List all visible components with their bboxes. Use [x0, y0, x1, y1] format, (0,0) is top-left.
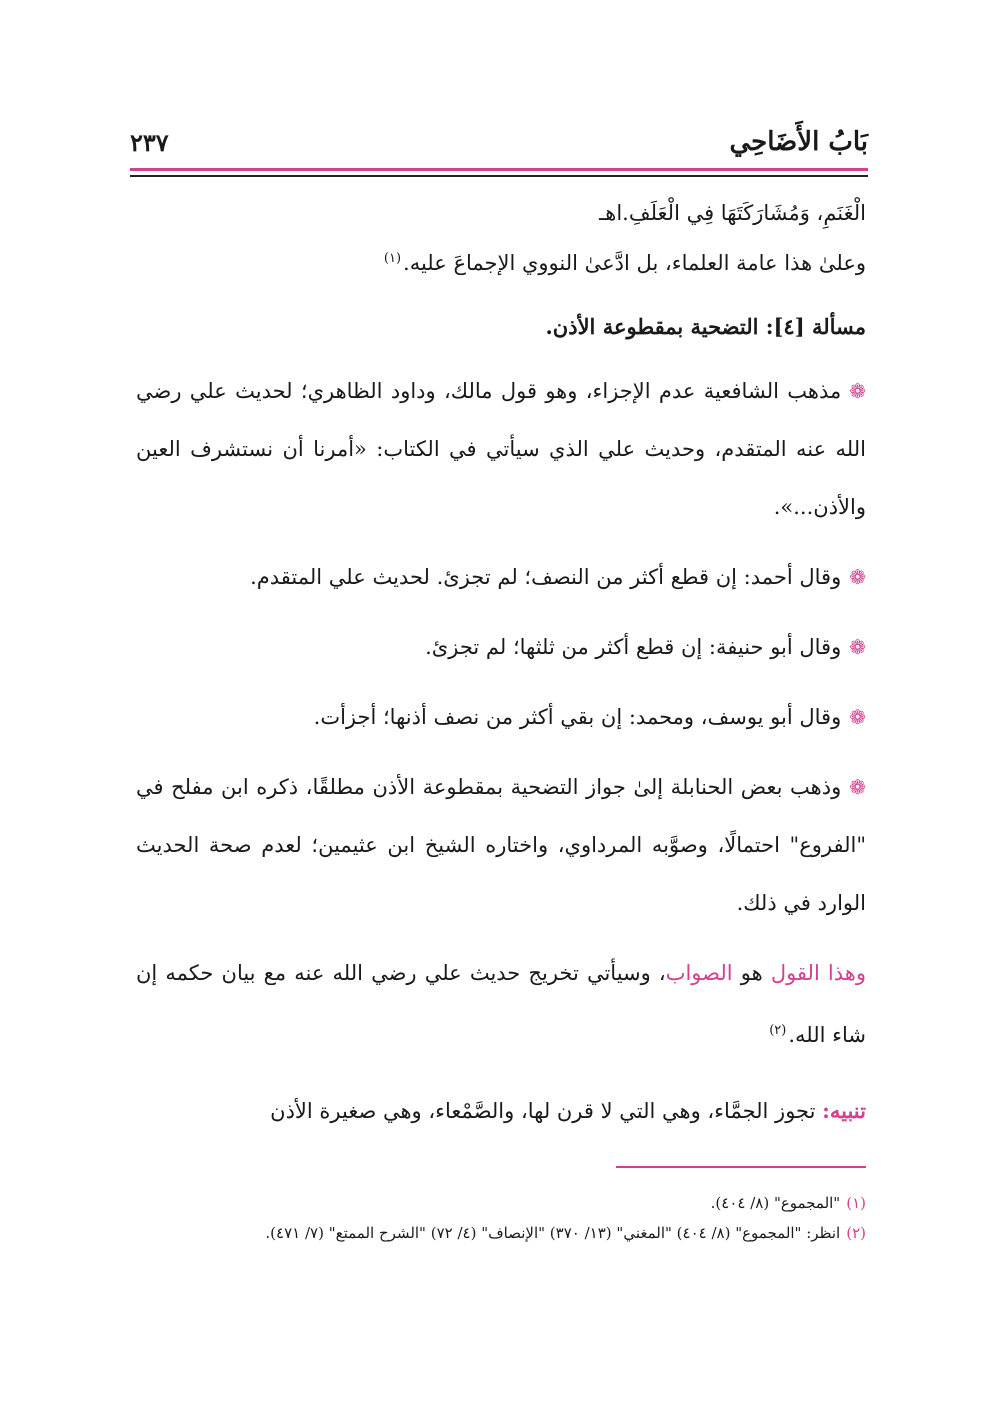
text-line: [136, 236, 866, 286]
page-number: ٢٣٧: [130, 127, 169, 157]
paragraph-text: وقال أبو حنيفة: إن قطع أكثر من ثلثها؛ لم تجزئ.: [425, 635, 842, 659]
header-rule-black: [130, 175, 868, 177]
footnotes: [136, 1188, 866, 1248]
footnote-ref[interactable]: (١): [383, 251, 402, 266]
footnote-ref[interactable]: (٢): [769, 1023, 787, 1038]
footnote: [136, 1218, 866, 1248]
paragraph: [136, 548, 866, 606]
footnote-number: (١): [846, 1194, 866, 1212]
paragraph: [136, 944, 866, 1064]
paragraph: [136, 1082, 866, 1140]
paragraph-text: وقال أحمد: إن قطع أكثر من النصف؛ لم تجزئ. لحديث علي المتقدم.: [250, 565, 842, 589]
paragraph-text: هو: [732, 961, 771, 985]
paragraph: [136, 362, 866, 536]
paragraph: [136, 618, 866, 676]
flower-bullet-icon: ❁: [849, 705, 866, 729]
flower-bullet-icon: ❁: [849, 379, 866, 403]
highlight-text: الصواب: [665, 961, 733, 985]
flower-bullet-icon: ❁: [849, 635, 866, 659]
note-label: تنبيه:: [822, 1098, 866, 1123]
paragraph: [136, 688, 866, 746]
text-span: وعلىٰ هذا عامة العلماء، بل ادَّعىٰ النووي الإجماعَ عليه.: [403, 251, 866, 275]
paragraph-text: وذهب بعض الحنابلة إلىٰ جواز التضحية بمقطوعة الأذن مطلقًا، ذكره ابن مفلح في "الفروع" احتمالًا، وصوَّبه المرداوي، واختاره الشيخ ابن عثيمين؛ لعدم صحة الحديث الوارد في ذلك.: [136, 775, 866, 915]
flower-bullet-icon: ❁: [849, 565, 866, 589]
section-heading: مسألة [٤]: التضحية بمقطوعة الأذن.: [545, 314, 866, 339]
paragraph-text: ، وسيأتي تخريج حديث علي رضي الله عنه مع بيان حكمه إن شاء الله.: [136, 961, 866, 1047]
main-text: [136, 190, 866, 1140]
paragraph-text: تجوز الجمَّاء، وهي التي لا قرن لها، والصَّمْعاء، وهي صغيرة الأذن: [270, 1099, 823, 1123]
footnote-text: انظر: "المجموع" (٨/ ٤٠٤) "المغني" (١٣/ ٣٧٠) "الإنصاف" (٤/ ٧٢) "الشرح الممتع" (٧/ ٤٧١).: [265, 1224, 841, 1242]
footnote: [136, 1188, 866, 1218]
paragraph: [136, 758, 866, 932]
footnote-text: "المجموع" (٨/ ٤٠٤).: [710, 1194, 841, 1212]
page-header: [130, 118, 868, 166]
paragraph-text: مذهب الشافعية عدم الإجزاء، وهو قول مالك، وداود الظاهري؛ لحديث علي رضي الله عنه المتقدم، وحديث علي الذي سيأتي في الكتاب: «أمرنا أن نستشرف العين والأذن...».: [136, 379, 866, 519]
highlight-text: وهذا القول: [770, 961, 867, 985]
flower-bullet-icon: ❁: [849, 775, 866, 799]
text-line: الْغَنَمِ، وَمُشَارَكَتَهَا فِي الْعَلَفِ.اهـ: [599, 201, 866, 225]
footnote-number: (٢): [846, 1224, 866, 1242]
header-rule-pink: [130, 168, 868, 171]
paragraph-text: وقال أبو يوسف، ومحمد: إن بقي أكثر من نصف أذنها؛ أجزأت.: [313, 705, 842, 729]
chapter-title: بَابُ الأَضَاحِي: [729, 127, 868, 157]
footnote-separator: [616, 1166, 866, 1168]
